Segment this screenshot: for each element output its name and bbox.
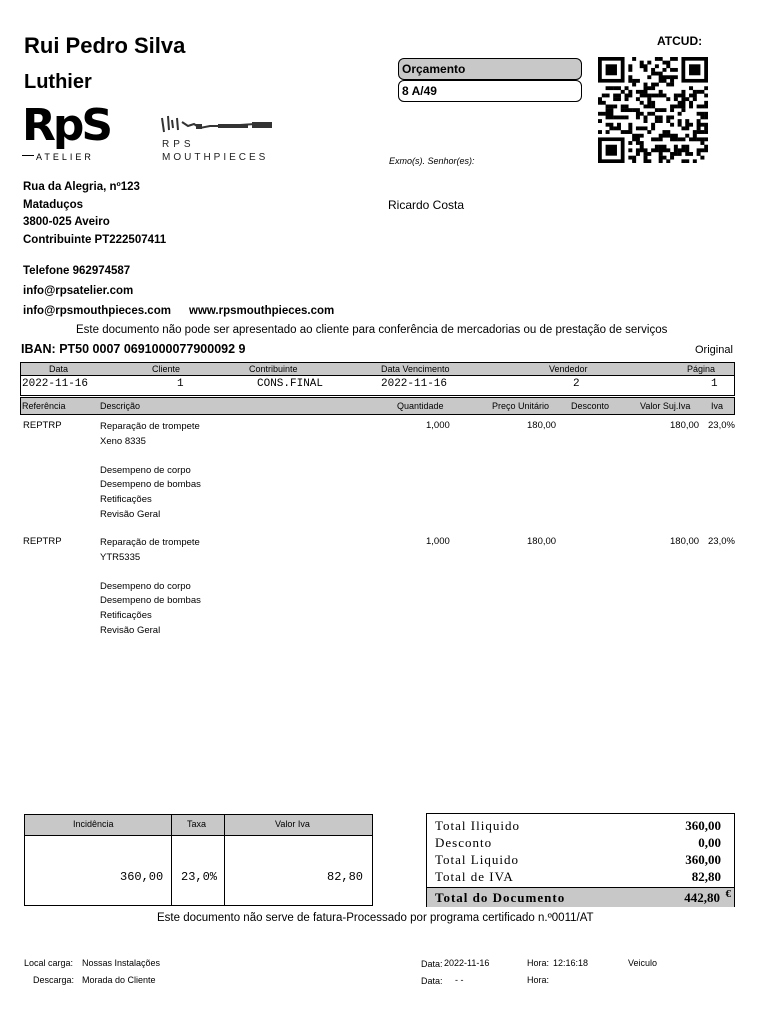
line-desc-row: Xeno 8335	[100, 435, 146, 447]
col-qty: Quantidade	[397, 401, 444, 411]
footer-note: Este documento não serve de fatura-Processado por programa certificado n.º0011/AT	[157, 912, 594, 924]
meta-values	[20, 376, 735, 396]
atcud-label: ATCUD:	[657, 34, 703, 48]
line-desc-row: Desempeno de corpo	[100, 464, 191, 476]
grand-total-row	[427, 887, 734, 907]
line-desc-row: Revisão Geral	[100, 624, 161, 636]
line-desc-row: Desempeno do corpo	[100, 580, 191, 592]
address-line: Rua da Alegria, nº123	[23, 181, 140, 193]
date-label: Data:	[421, 959, 443, 969]
line-item	[20, 535, 740, 645]
vehicle-label: Veiculo	[628, 958, 658, 968]
col-vat: Iva	[711, 401, 724, 411]
recipient-label: Exmo(s). Senhor(es):	[389, 156, 475, 166]
meta-client: 1	[177, 378, 184, 390]
time-value: 12:16:18	[553, 958, 589, 968]
rps-mouthpieces-line1: RPS	[162, 139, 195, 150]
meta-header-seller: Vendedor	[549, 364, 588, 374]
totals-value: 0,00	[698, 835, 721, 850]
company-email2[interactable]: info@rpsmouthpieces.com	[23, 305, 171, 317]
totals-value: 82,80	[691, 869, 721, 884]
rps-mouthpieces-logo	[160, 112, 275, 167]
meta-date: 2022-11-16	[22, 378, 89, 390]
vat-value: 82,80	[327, 870, 364, 884]
line-desc-row: Desempeno de bombas	[100, 479, 201, 491]
recipient-name: Ricardo Costa	[388, 198, 465, 212]
line-unit: 180,00	[527, 420, 557, 431]
line-desc-row: Desempeno de bombas	[100, 595, 201, 607]
totals-row	[435, 852, 725, 869]
grand-total-value: 442,80	[684, 890, 720, 905]
time2-label: Hora:	[527, 975, 550, 985]
vat-header-base: Incidência	[73, 819, 114, 829]
col-disc: Desconto	[571, 401, 610, 411]
col-ref: Referência	[22, 401, 66, 411]
meta-header-page: Página	[687, 364, 716, 374]
line-desc	[100, 420, 201, 522]
line-value: 180,00	[670, 536, 700, 547]
line-desc-row: Reparação de trompete	[100, 421, 200, 432]
line-qty: 1,000	[426, 420, 450, 431]
col-desc: Descrição	[100, 401, 141, 411]
col-value: Valor Suj.Iva	[640, 401, 691, 411]
col-unit: Preço Unitário	[492, 401, 550, 411]
unload-value: Morada do Cliente	[82, 975, 156, 985]
iban: IBAN: PT50 0007 0691000077900092 9	[21, 342, 246, 356]
meta-header-duedate: Data Vencimento	[381, 364, 450, 374]
line-desc	[100, 536, 201, 638]
address-line: Contribuinte PT222507411	[23, 233, 167, 246]
line-ref: REPTRP	[23, 536, 62, 547]
totals-label: Desconto	[435, 835, 493, 850]
date-value: 2022-11-16	[444, 958, 490, 968]
line-desc-row: YTR5335	[100, 551, 141, 563]
load-label: Local carga:	[24, 958, 74, 968]
document-type-box	[398, 58, 582, 80]
address-line: 3800-025 Aveiro	[23, 216, 110, 228]
line-unit: 180,00	[527, 536, 557, 547]
currency-symbol: €	[725, 888, 731, 900]
totals-label: Total Liquido	[435, 852, 519, 867]
line-ref: REPTRP	[23, 420, 62, 431]
totals-row	[435, 818, 725, 835]
company-email1[interactable]: info@rpsatelier.com	[23, 285, 134, 297]
copy-label: Original	[695, 344, 733, 356]
line-desc-row: Retificações	[100, 493, 152, 505]
totals-row	[435, 835, 725, 852]
line-item	[20, 418, 740, 528]
lines-header	[20, 397, 735, 415]
vat-base: 360,00	[120, 870, 164, 884]
line-value: 180,00	[670, 420, 700, 431]
line-desc-row: Reparação de trompete	[100, 537, 200, 548]
load-value: Nossas Instalações	[82, 958, 161, 968]
rps-atelier-logo-sub: ATELIER	[36, 152, 94, 162]
totals-value: 360,00	[685, 818, 721, 833]
document-type-label: Orçamento	[402, 62, 466, 76]
vat-header-rate: Taxa	[187, 819, 207, 829]
company-address	[23, 179, 166, 249]
address-line: Mataduços	[23, 198, 84, 211]
company-name: Rui Pedro Silva	[24, 33, 186, 58]
totals-label: Total Iliquido	[435, 818, 520, 833]
totals-label: Total de IVA	[435, 869, 514, 884]
date2-label: Data:	[421, 976, 443, 986]
rps-mouthpieces-line2: MOUTHPIECES	[162, 152, 269, 163]
company-phone: Telefone 962974587	[23, 265, 131, 277]
line-vat: 23,0%	[708, 420, 735, 431]
line-vat: 23,0%	[708, 536, 735, 547]
document-number: 8 A/49	[402, 84, 437, 98]
company-subtitle: Luthier	[24, 71, 92, 93]
meta-duedate: 2022-11-16	[381, 378, 448, 390]
unload-label: Descarga:	[33, 975, 75, 985]
date2-value: - -	[455, 975, 464, 985]
qr-code	[598, 57, 708, 163]
meta-taxid: CONS.FINAL	[257, 378, 324, 390]
document-number-box	[398, 80, 582, 102]
company-website[interactable]: www.rpsmouthpieces.com	[189, 305, 335, 317]
meta-header-client: Cliente	[152, 364, 181, 374]
meta-header	[20, 362, 735, 376]
totals-value: 360,00	[685, 852, 721, 867]
mouthpiece-graphic	[160, 112, 275, 134]
meta-header-taxid: Contribuinte	[249, 364, 298, 374]
grand-total-label: Total do Documento	[435, 890, 566, 905]
line-desc-row: Retificações	[100, 609, 152, 621]
totals-row	[435, 869, 725, 886]
line-desc-row	[100, 449, 201, 464]
rps-atelier-logo	[22, 100, 122, 166]
line-desc-row: Revisão Geral	[100, 508, 161, 520]
time-label: Hora:	[527, 958, 550, 968]
meta-seller: 2	[573, 378, 580, 390]
document-notice: Este documento não pode ser apresentado ao cliente para conferência de mercadorias ou de prestação de serviços	[76, 324, 668, 336]
line-qty: 1,000	[426, 536, 450, 547]
vat-rate: 23,0%	[181, 870, 218, 884]
meta-page: 1	[711, 378, 718, 390]
rps-atelier-logo-text: RpS	[22, 100, 111, 151]
totals-box	[426, 813, 735, 907]
meta-header-date: Data	[49, 364, 69, 374]
line-desc-row	[100, 565, 201, 580]
vat-summary	[24, 814, 374, 907]
vat-header-value: Valor Iva	[275, 819, 310, 829]
